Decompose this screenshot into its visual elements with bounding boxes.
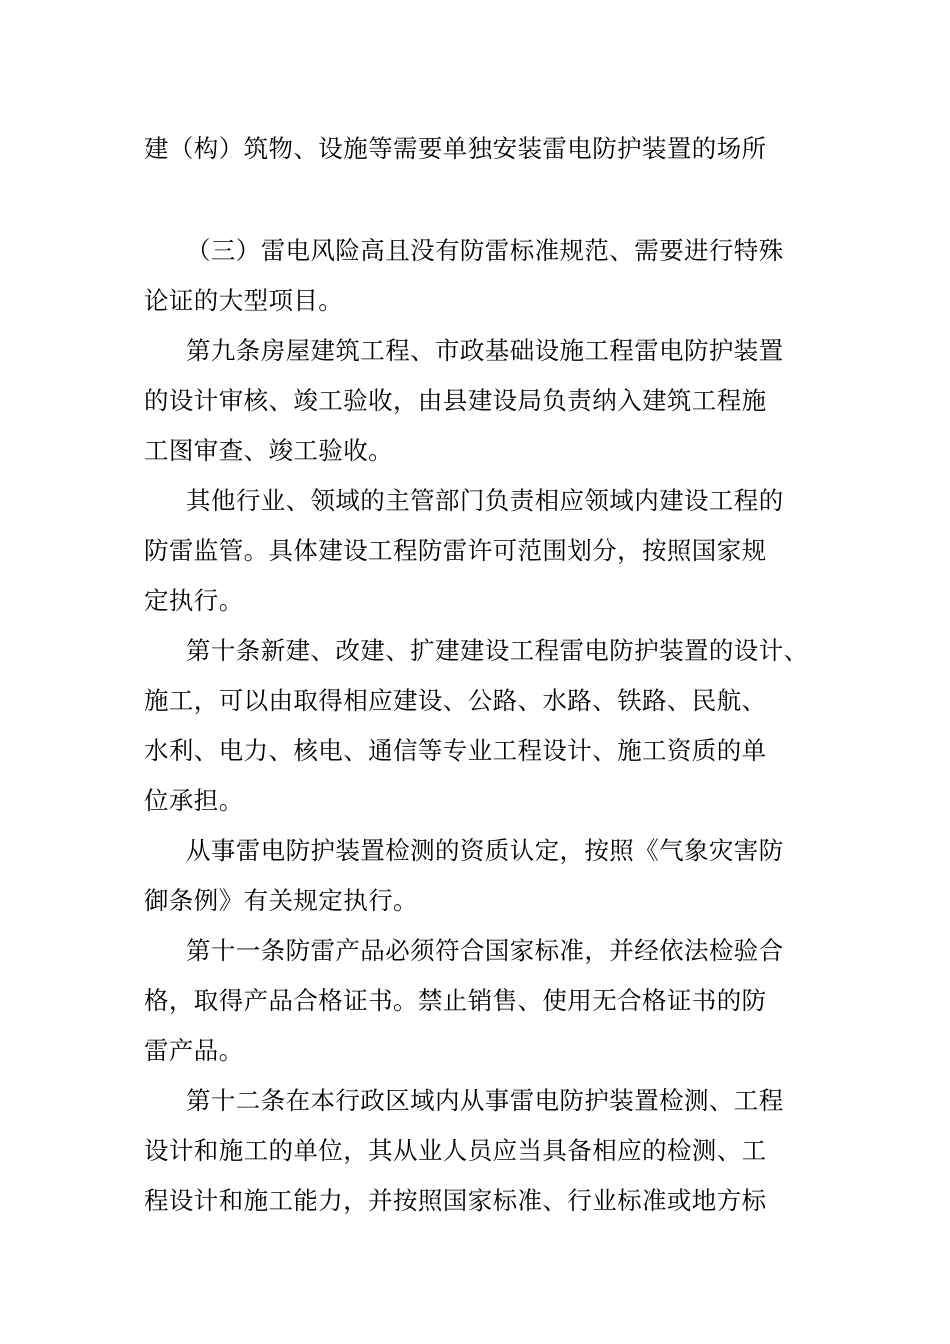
text-line: 从事雷电防护装置检测的资质认定，按照《气象灾害防 [186, 836, 784, 865]
text-line: 其他行业、领域的主管部门负责相应领域内建设工程的 [186, 486, 784, 515]
text-line: 防雷监管。具体建设工程防雷许可范围划分，按照国家规 [144, 536, 767, 565]
text-line: 第九条房屋建筑工程、市政基础设施工程雷电防护装置 [186, 336, 784, 365]
text-line: 第十条新建、改建、扩建建设工程雷电防护装置的设计、 [186, 636, 809, 665]
text-line: 御条例》有关规定执行。 [144, 886, 418, 915]
text-line: 施工，可以由取得相应建设、公路、水路、铁路、民航、 [144, 686, 767, 715]
text-line: 的设计审核、竣工验收，由县建设局负责纳入建筑工程施 [144, 386, 767, 415]
text-line: 第十一条防雷产品必须符合国家标准，并经依法检验合 [186, 936, 784, 965]
text-line: 格，取得产品合格证书。禁止销售、使用无合格证书的防 [144, 986, 767, 1015]
text-line: 论证的大型项目。 [144, 286, 344, 315]
text-line: 第十二条在本行政区域内从事雷电防护装置检测、工程 [186, 1086, 784, 1115]
text-line: 位承担。 [144, 786, 244, 815]
text-line: 建（构）筑物、设施等需要单独安装雷电防护装置的场所 [144, 134, 767, 163]
text-line: 水利、电力、核电、通信等专业工程设计、施工资质的单 [144, 736, 767, 765]
text-line: 程设计和施工能力，并按照国家标准、行业标准或地方标 [144, 1186, 767, 1215]
text-line: 雷产品。 [144, 1036, 244, 1065]
text-line: 工图审查、竣工验收。 [144, 436, 393, 465]
text-line: 定执行。 [144, 586, 244, 615]
text-line: 设计和施工的单位，其从业人员应当具备相应的检测、工 [144, 1136, 767, 1165]
text-line: （三）雷电风险高且没有防雷标准规范、需要进行特殊 [186, 236, 784, 265]
